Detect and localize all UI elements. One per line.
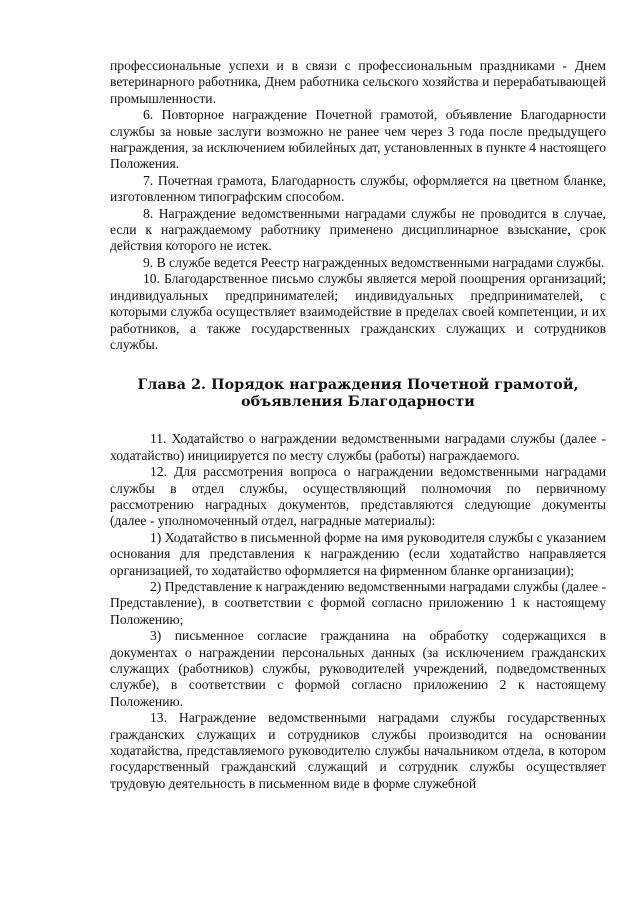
chapter-title-line-1: Глава 2. Порядок награждения Почетной грамотой, (137, 377, 579, 394)
paragraph-9: 9. В службе ведется Реестр награжденных ведомственными наградами службы. (143, 254, 605, 270)
paragraph-12-item-2: 2) Представление к награждению ведомственными наградами службы (далее - Представление), в соответствии с формой согласно приложению 1 к настоящему Положению; (110, 578, 606, 627)
paragraph-12-item-1: 1) Ходатайство в письменной форме на имя руководителя службы с указанием основания для представления к награждению (если ходатайство направляется организацией, то ходатайство оформляется на фирменном бланке организации); (110, 529, 606, 578)
paragraph-12-item-3: 3) письменное согласие гражданина на обработку содержащихся в документах о награждении персональных данных (за исключением гражданских служащих (работников) службы, руководителей учреждений, подведомственных службе), в соответствии с формой согласно приложению 2 к настоящему Положению. (110, 628, 606, 709)
paragraph-continuation: профессиональные успехи и в связи с профессиональным праздниками - Днем ветеринарного работника, Днем работника сельского хозяйства и перерабатывающей промышленности. (110, 58, 606, 106)
spacer (110, 353, 606, 377)
paragraph-6: 6. Повторное награждение Почетной грамотой, объявление Благодарности службы за новые заслуги возможно не ранее чем через 3 года после предыдущего награждения, за исключением юбилейных дат, установленных в пункте 4 настоящего Положения. (110, 107, 606, 172)
paragraph-12: 12. Для рассмотрения вопроса о награждении ведомственными наградами службы в отдел службы, осуществляющий полномочия по первичному рассмотрению наградных документов, представляются следующие документы (далее - уполномоченный отдел, наградные материалы): (110, 464, 606, 529)
paragraph-13: 13. Награждение ведомственными наградами службы государственных гражданских служащих и сотрудников службы производится на основании ходатайства, представляемого руководителю службы начальником отдела, в котором государственный гражданский служащий и сотрудник службы осуществляет трудовую деятельность в письменном виде в форме служебной (110, 710, 606, 791)
paragraph-10: 10. Благодарственное письмо службы является мерой поощрения организаций; индивидуальных предпринимателей; индивидуальных предпринимателей, с которыми служба осуществляет взаимодействие в пределах своей компетенции, и их работников, а также государственных гражданских служащих и сотрудников службы. (110, 271, 606, 352)
paragraph-8: 8. Награждение ведомственными наградами службы не проводится в случае, если к награждаемому работнику применено дисциплинарное взыскание, срок действия которого не истек. (110, 205, 606, 254)
paragraph-11: 11. Ходатайство о награждении ведомственными наградами службы (далее - ходатайство) инициируется по месту службы (работы) награждаемого. (110, 431, 606, 463)
chapter-title-line-2: объявления Благодарности (241, 394, 475, 411)
spacer (110, 411, 606, 431)
paragraph-7: 7. Почетная грамота, Благодарность службы, оформляется на цветном бланке, изготовленном типографским способом. (110, 172, 606, 205)
